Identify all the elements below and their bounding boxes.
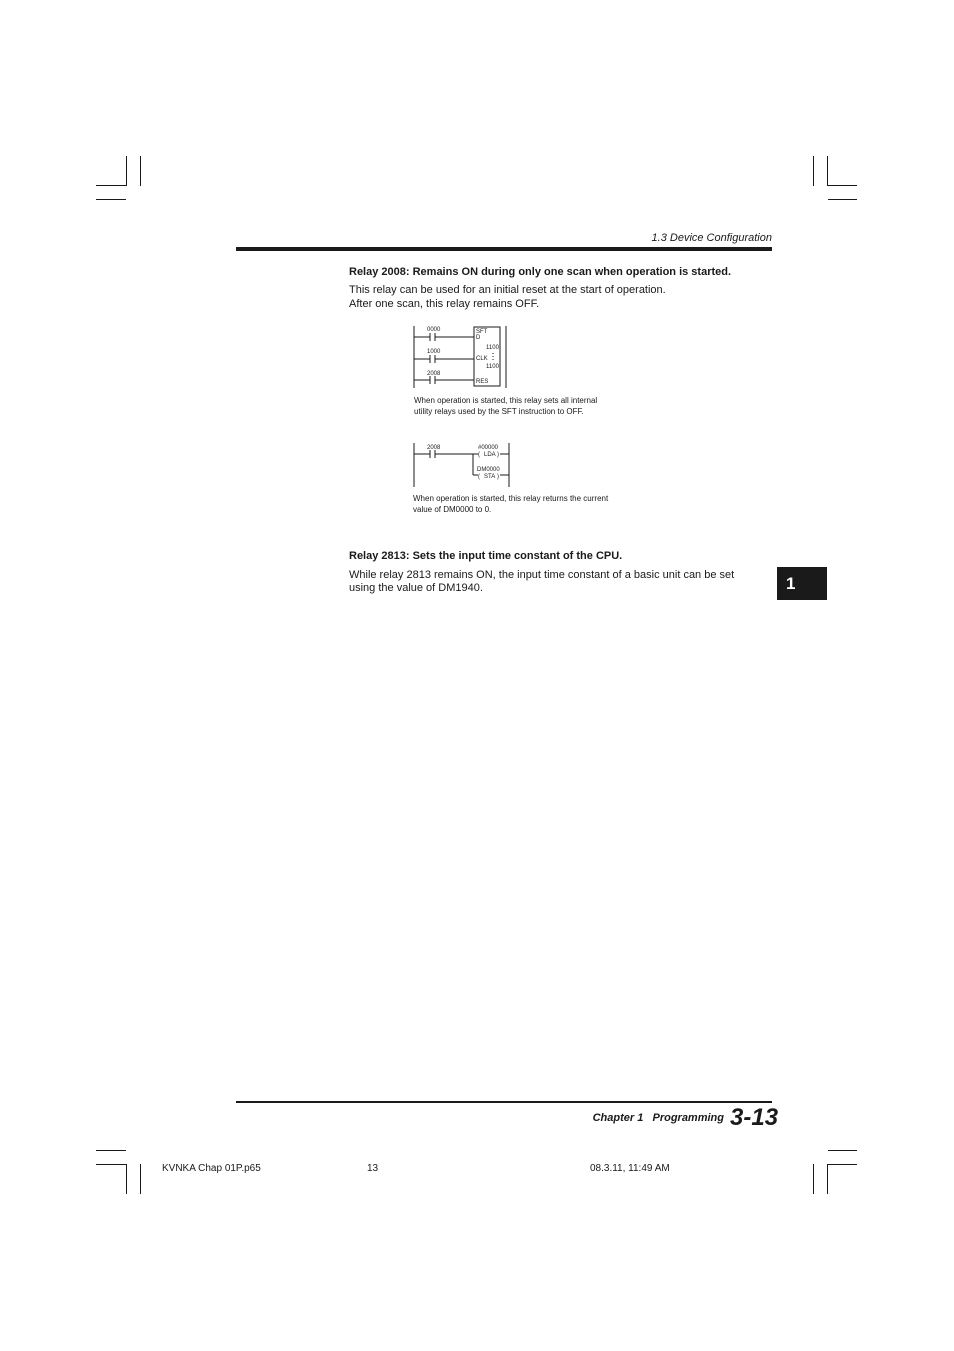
relay-2813-text-line2: using the value of DM1940.: [349, 582, 483, 594]
crop-mark: [96, 185, 126, 186]
crop-mark: [813, 1164, 814, 1194]
diagram1-caption-line1: When operation is started, this relay sets all internal: [414, 396, 598, 405]
relay-2008-text-line2: After one scan, this relay remains OFF.: [349, 298, 540, 310]
bracket-close: ): [497, 452, 499, 458]
ladder-diagram-sft: [405, 322, 515, 392]
contact-label: 2008: [427, 371, 441, 377]
diagram2-caption-line1: When operation is started, this relay returns the current: [413, 494, 609, 503]
crop-mark: [96, 199, 126, 200]
pin-label: RES: [476, 379, 489, 385]
operand-label: DM0000: [477, 467, 500, 473]
slug-date: 08.3.11, 11:49 AM: [590, 1163, 670, 1174]
crop-mark: [828, 185, 857, 186]
crop-mark: [140, 156, 141, 186]
pin-label: SFT: [476, 329, 488, 335]
pin-label: CLK: [476, 356, 488, 362]
crop-mark: [126, 156, 127, 186]
contact-label: 2008: [427, 445, 441, 451]
relay-2813-heading: Relay 2813: Sets the input time constant of the CPU.: [349, 550, 623, 562]
ladder-diagram-lda-sta: [405, 440, 515, 490]
chapter-tab: 1: [777, 567, 827, 600]
crop-mark: [96, 1164, 126, 1165]
relay-2813-text-line1: While relay 2813 remains ON, the input time constant of a basic unit can be set: [349, 569, 735, 581]
instruction-label: LDA: [484, 452, 496, 458]
crop-mark: [827, 156, 828, 186]
header-rule: [236, 247, 772, 251]
bracket-close: ): [497, 474, 499, 480]
contact-label: 1000: [427, 349, 441, 355]
section-title: 1.3 Device Configuration: [651, 232, 772, 244]
relay-2008-text-line1: This relay can be used for an initial reset at the start of operation.: [349, 284, 666, 296]
footer-chapter: Chapter 1 Programming: [592, 1112, 724, 1124]
crop-mark: [828, 1150, 857, 1151]
bracket-open: (: [478, 474, 480, 480]
crop-mark: [96, 1150, 126, 1151]
crop-mark: [126, 1164, 127, 1194]
footer-rule: [236, 1101, 772, 1103]
crop-mark: [828, 1164, 857, 1165]
instruction-label: STA: [484, 474, 496, 480]
slug-filename: KVNKA Chap 01P.p65: [162, 1163, 261, 1174]
diagram2-caption-line2: value of DM0000 to 0.: [413, 505, 492, 514]
diagram1-caption-line2: utility relays used by the SFT instruction to OFF.: [414, 407, 584, 416]
operand-label: 1100: [486, 364, 499, 370]
slug-page: 13: [367, 1163, 379, 1174]
bracket-open: (: [478, 452, 480, 458]
page-number: 3-13: [730, 1104, 779, 1131]
crop-mark: [813, 156, 814, 186]
relay-2008-heading: Relay 2008: Remains ON during only one scan when operation is started.: [349, 266, 732, 278]
crop-mark: [828, 199, 857, 200]
operand-label: #00000: [478, 445, 499, 451]
operand-label: 1100: [486, 345, 499, 351]
pin-label: D: [476, 335, 481, 341]
crop-mark: [827, 1164, 828, 1194]
contact-label: 0000: [427, 327, 441, 333]
crop-mark: [140, 1164, 141, 1194]
